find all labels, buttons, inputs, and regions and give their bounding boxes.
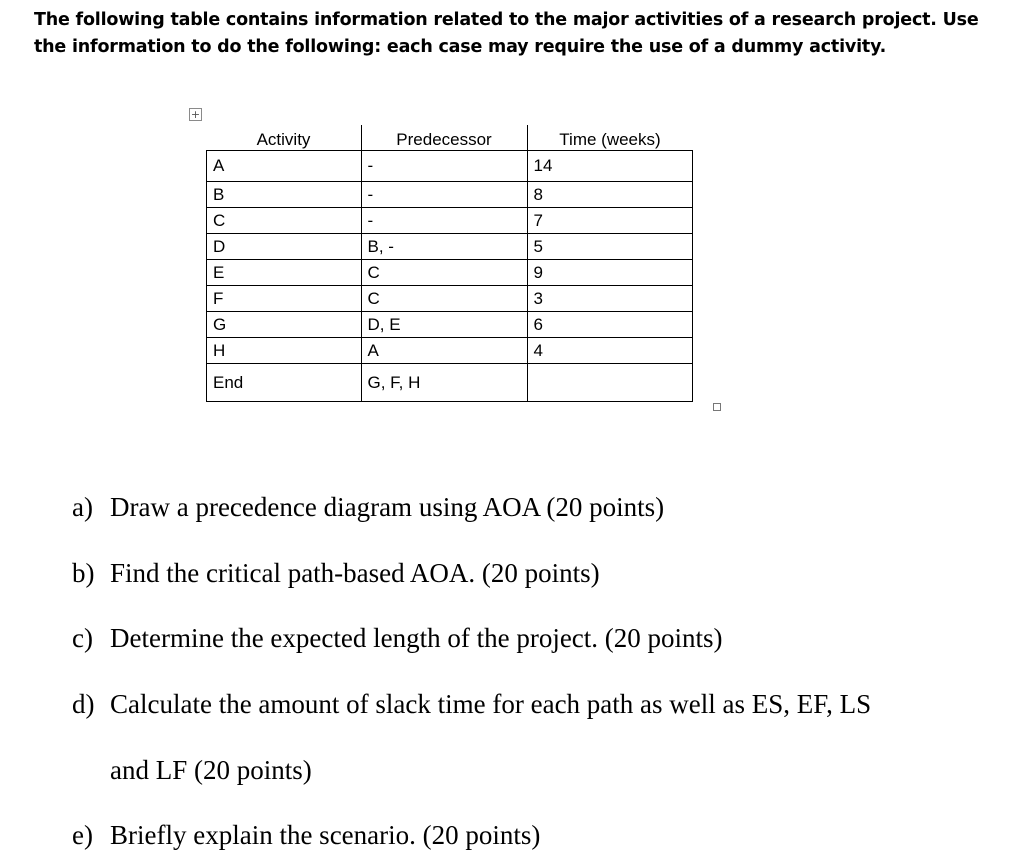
activity-table bbox=[206, 125, 693, 402]
question-text: Calculate the amount of slack time for each path as well as ES, EF, LS bbox=[110, 689, 872, 719]
table-move-handle-icon[interactable]: + bbox=[190, 108, 201, 121]
cell-activity: F bbox=[207, 286, 362, 312]
cell-predecessor: - bbox=[361, 182, 527, 208]
cell-activity: B bbox=[207, 182, 362, 208]
question-text: Draw a precedence diagram using AOA (20 points) bbox=[110, 492, 665, 522]
cell-time: 8 bbox=[527, 182, 693, 208]
table-row bbox=[207, 286, 693, 312]
table-row bbox=[207, 208, 693, 234]
cell-time: 14 bbox=[527, 151, 693, 182]
cell-activity: H bbox=[207, 338, 362, 364]
cell-time bbox=[527, 364, 693, 402]
cell-predecessor: D, E bbox=[361, 312, 527, 338]
cell-activity: E bbox=[207, 260, 362, 286]
header-time: Time (weeks) bbox=[527, 125, 693, 151]
cell-time: 4 bbox=[527, 338, 693, 364]
question-letter: d) bbox=[72, 689, 95, 719]
cell-time: 6 bbox=[527, 312, 693, 338]
cell-time: 5 bbox=[527, 234, 693, 260]
table-resize-handle-icon[interactable] bbox=[713, 403, 721, 411]
cell-activity: C bbox=[207, 208, 362, 234]
intro-paragraph: The following table contains information related to the major activities of a research project. Use the information to do the following: each case may require the use of a dummy activity. bbox=[34, 10, 979, 57]
cell-predecessor: - bbox=[361, 208, 527, 234]
cell-time: 3 bbox=[527, 286, 693, 312]
cell-predecessor: A bbox=[361, 338, 527, 364]
table-row bbox=[207, 182, 693, 208]
cell-time: 9 bbox=[527, 260, 693, 286]
question-text: and LF (20 points) bbox=[110, 755, 312, 785]
question-letter: c) bbox=[72, 623, 93, 653]
table-row bbox=[207, 234, 693, 260]
cell-activity: A bbox=[207, 151, 362, 182]
question-letter: a) bbox=[72, 492, 93, 522]
question-letter: b) bbox=[72, 558, 95, 588]
header-activity: Activity bbox=[207, 125, 362, 151]
header-predecessor: Predecessor bbox=[361, 125, 527, 151]
cell-time: 7 bbox=[527, 208, 693, 234]
cell-predecessor: C bbox=[361, 260, 527, 286]
question-text: Find the critical path-based AOA. (20 points) bbox=[110, 558, 600, 588]
cell-activity: G bbox=[207, 312, 362, 338]
cell-activity: End bbox=[207, 364, 362, 402]
question-text: Determine the expected length of the project. (20 points) bbox=[110, 623, 723, 653]
table-row bbox=[207, 151, 693, 182]
cell-predecessor: C bbox=[361, 286, 527, 312]
question-letter: e) bbox=[72, 820, 93, 850]
cell-predecessor: - bbox=[361, 151, 527, 182]
cell-predecessor: B, - bbox=[361, 234, 527, 260]
table-row bbox=[207, 312, 693, 338]
table-row bbox=[207, 260, 693, 286]
cell-activity: D bbox=[207, 234, 362, 260]
table-row bbox=[207, 364, 693, 402]
question-text: Briefly explain the scenario. (20 points) bbox=[110, 820, 541, 850]
table-row bbox=[207, 338, 693, 364]
cell-predecessor: G, F, H bbox=[361, 364, 527, 402]
table-header-row bbox=[207, 125, 693, 151]
